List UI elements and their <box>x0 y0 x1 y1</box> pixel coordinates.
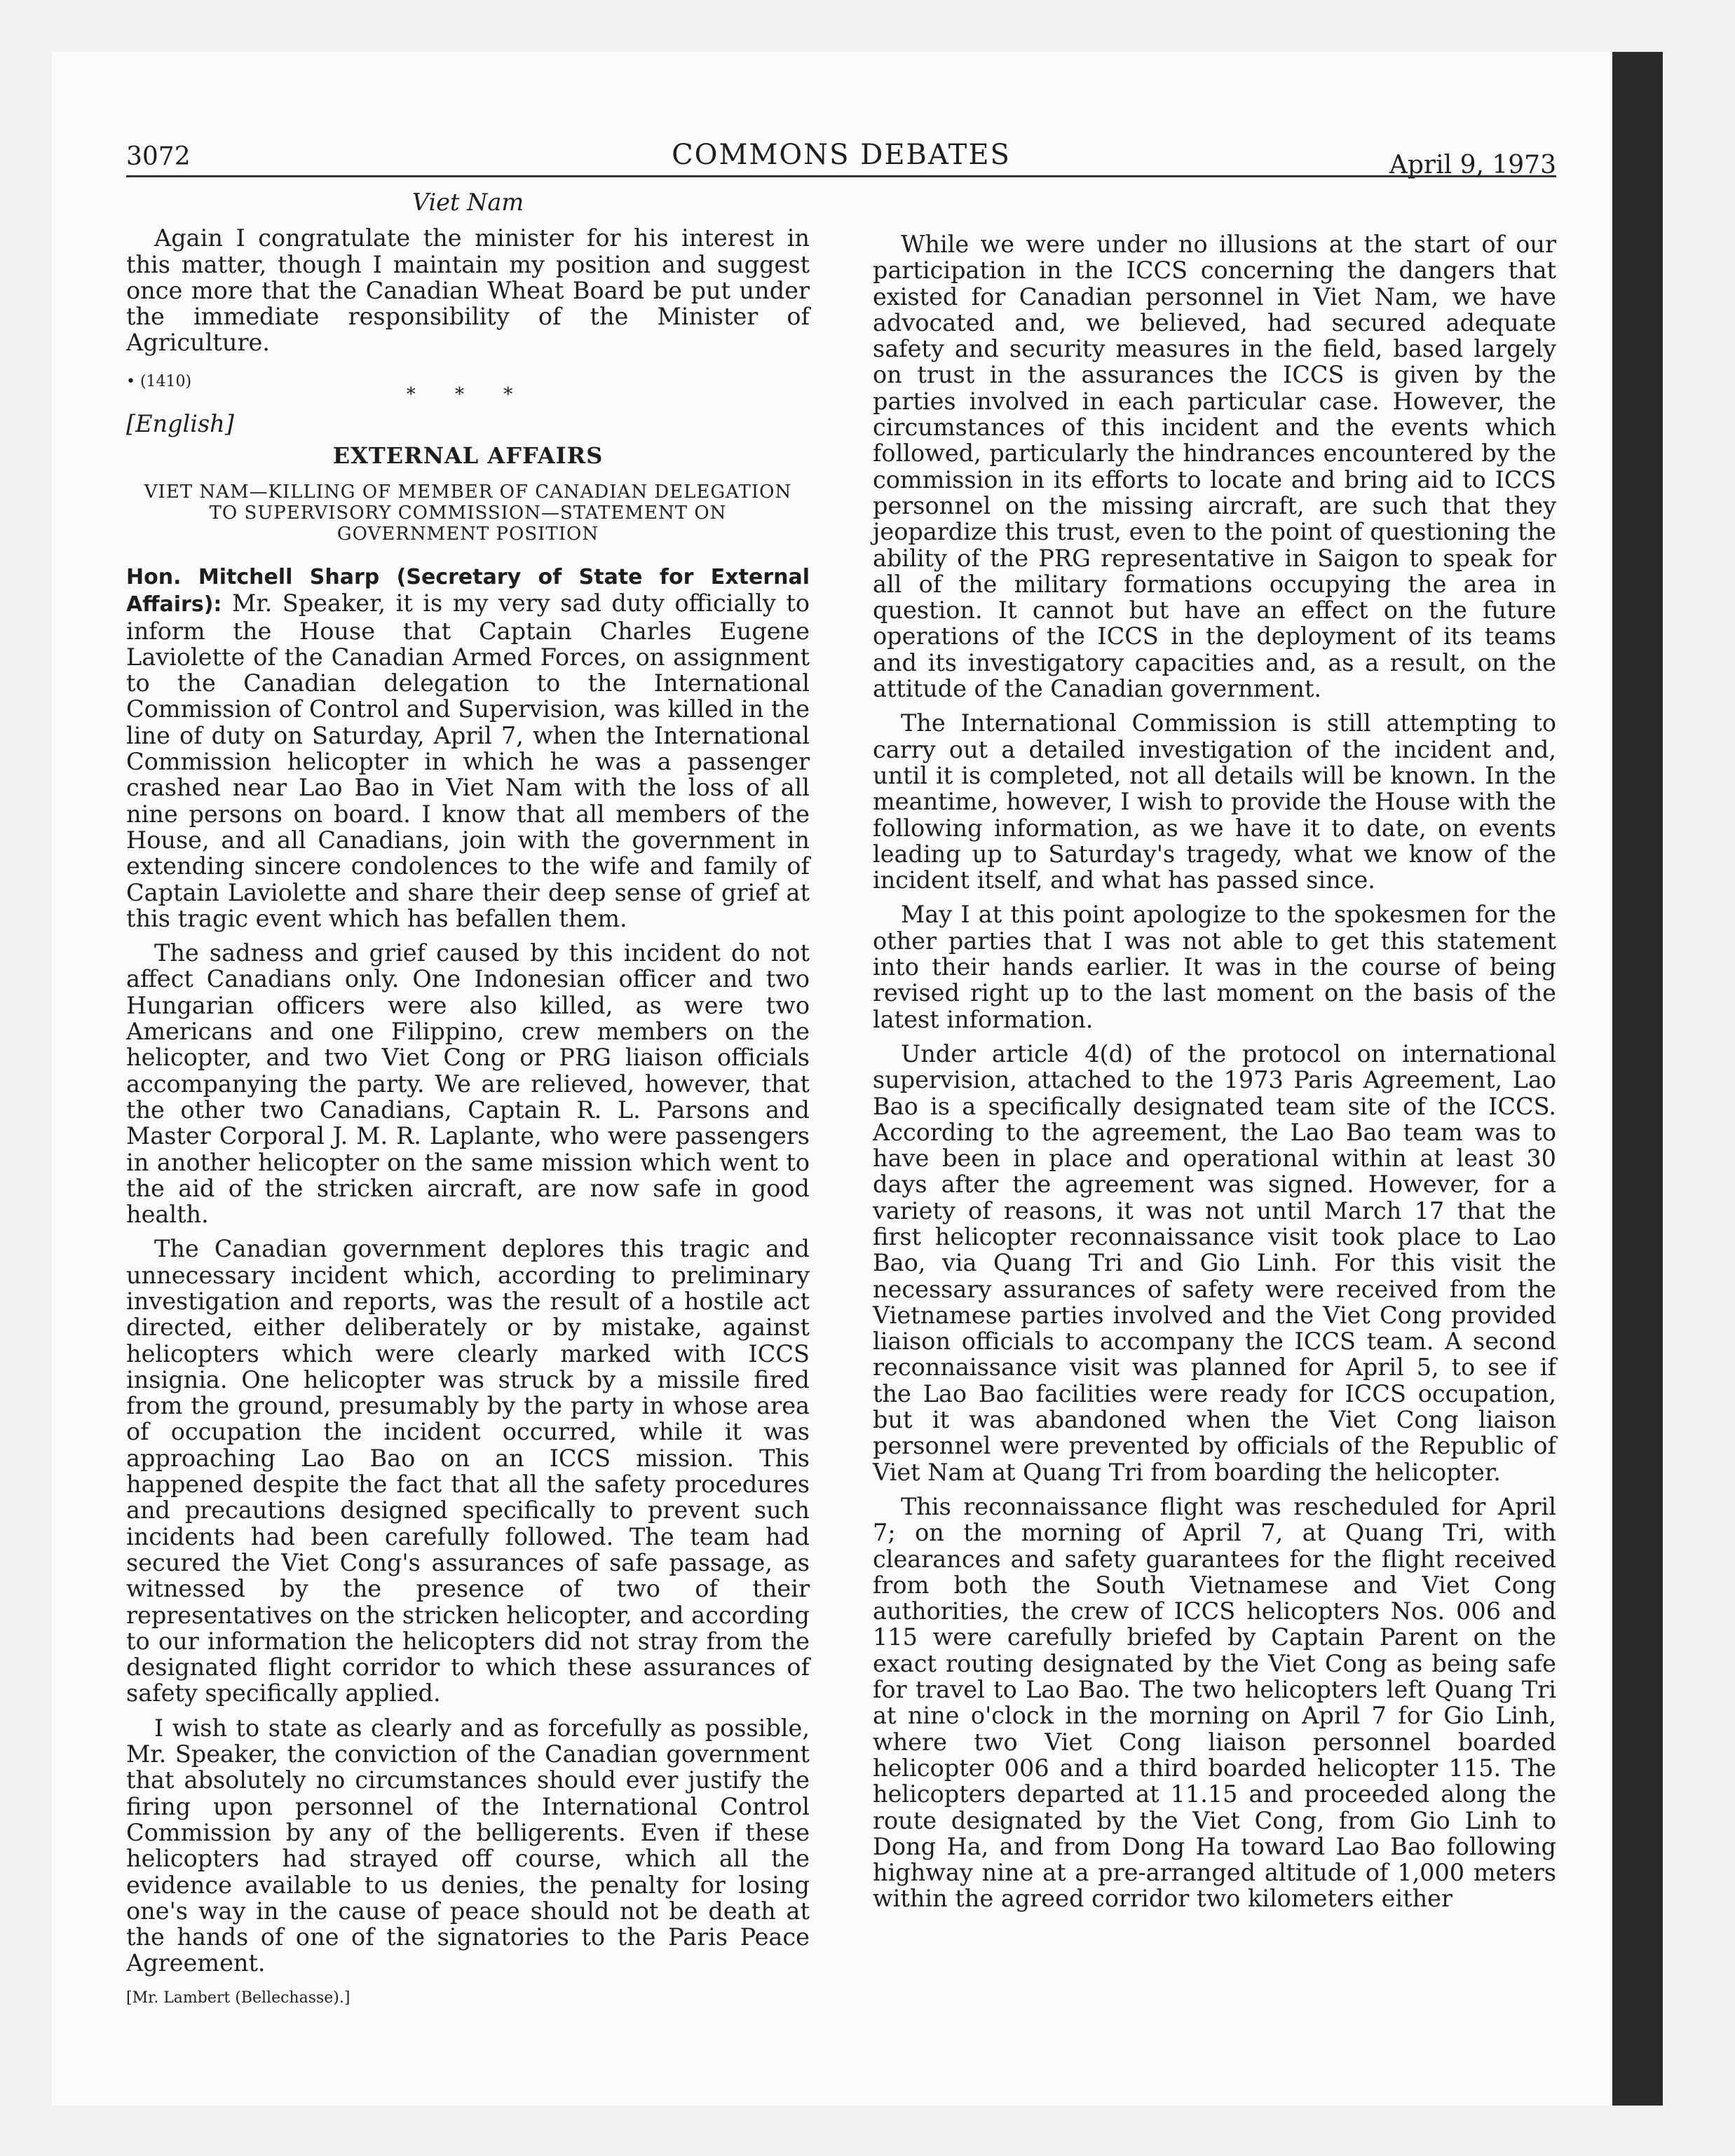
paragraph: The Canadian government deplores this tragic and unnecessary incident which, according to preliminary investigation and reports, was the result of a hostile act directed, either deliberately or by mistake, against helicopters which were clearly marked with ICCS insignia. One helicopter was struck by a missile fired from the ground, presumably by the party in whose area of occupation the incident occurred, while it was approaching Lao Bao on an ICCS mission. This happened despite the fact that all the safety procedures and precautions designed specifically to prevent such incidents had been carefully followed. The team had secured the Viet Cong's assurances of safe passage, as witnessed by the presence of two of their representatives on the stricken helicopter, and according to our information the helicopters did not stray from the designated flight corridor to which these assurances of safety specifically applied. <box>126 1235 810 1707</box>
paragraph: While we were under no illusions at the start of our participation in the ICCS concerning the dangers that existed for Canadian personnel in Viet Nam, we have advocated and, we believed, had secured adequate safety and security measures in the field, based largely on trust in the assurances the ICCS is given by the parties involved in each particular case. However, the circumstances of this incident and the events which followed, particularly the hindrances encountered by the commission in its efforts to locate and bring aid to ICCS personnel on the missing aircraft, are such that they jeopardize this trust, even to the point of questioning the ability of the PRG representative in Saigon to speak for all of the military formations occupying the area in question. It cannot but have an effect on the future operations of the ICCS in the deployment of its teams and its investigatory capacities and, as a result, on the attitude of the Canadian government. <box>873 231 1556 703</box>
running-header <box>126 133 1556 177</box>
section-heading: EXTERNAL AFFAIRS <box>332 442 604 469</box>
page-number: 3072 <box>126 142 191 171</box>
footnote: [Mr. Lambert (Bellechasse).] <box>126 1988 351 2007</box>
left-column <box>126 189 810 2007</box>
subject-heading: Viet Nam <box>411 189 524 216</box>
scan-edge-bar <box>1612 52 1663 2106</box>
time-marker: • (1410) <box>126 372 192 390</box>
paragraph: Again I congratulate the minister for his interest in this matter, though I maintain my position and suggest once more that the Canadian Wheat Board be put under the immediate responsibility of the Minister of Agriculture. <box>126 224 810 357</box>
paragraph-text: Mr. Speaker, it is my very sad duty officially to inform the House that Captain Charles Eugene Laviolette of the Canadian Armed Forces, on assignment to the Canadian delegation to the International Commission of Control and Supervision, was killed in the line of duty on Saturday, April 7, when the International Commission helicopter in which he was a passenger crashed near Lao Bao in Viet Nam with the loss of all nine persons on board. I know that all members of the House, and all Canadians, join with the government in extending sincere condolences to the wife and family of Captain Laviolette and share their deep sense of grief at this tragic event which has befallen them. <box>126 589 810 932</box>
paragraph: May I at this point apologize to the spokesmen for the other parties that I was not able to get this statement into their hands earlier. It was in the course of being revised right up to the last moment on the basis of the latest information. <box>873 901 1556 1033</box>
speaker-name: Hon. Mitchell Sharp (Secretary of State for External Affairs): <box>126 564 810 618</box>
right-column <box>873 231 1556 1963</box>
speaker-paragraph <box>126 563 810 932</box>
issue-date: April 9, 1973 <box>1389 151 1556 179</box>
language-tag: [English] <box>126 410 234 438</box>
paragraph: The International Commission is still attempting to carry out a detailed investigation of the incident and, until it is completed, not all details will be known. In the meantime, however, I wish to provide the House with the following information, as we have it to date, on events leading up to Saturday's tragedy, what we know of the incident itself, and what has passed since. <box>873 709 1556 894</box>
paragraph: The sadness and grief caused by this incident do not affect Canadians only. One Indonesian officer and two Hungarian officers were also killed, as were two Americans and one Filippino, crew members on the helicopter, and two Viet Cong or PRG liaison officials accompanying the party. We are relieved, however, that the other two Canadians, Captain R. L. Parsons and Master Corporal J. M. R. Laplante, who were passengers in another helicopter on the same mission which went to the aid of the stricken aircraft, are now safe in good health. <box>126 939 810 1229</box>
paragraph: This reconnaissance flight was rescheduled for April 7; on the morning of April 7, at Quang Tri, with clearances and safety guarantees for the flight received from both the South Vietnamese and Viet Cong authorities, the crew of ICCS helicopters Nos. 006 and 115 were carefully briefed by Captain Parent on the exact routing designated by the Viet Cong as being safe for travel to Lao Bao. The two helicopters left Quang Tri at nine o'clock in the morning on April 7 for Gio Linh, where two Viet Cong liaison personnel boarded helicopter 006 and a third boarded helicopter 115. The helicopters departed at 11.15 and proceeded along the route designated by the Viet Cong, from Gio Linh to Dong Ha, and from Dong Ha toward Lao Bao following highway nine at a pre-arranged altitude of 1,000 meters within the agreed corridor two kilometers either <box>873 1492 1556 1913</box>
publication-title: COMMONS DEBATES <box>672 139 1011 171</box>
section-separator: * * * <box>406 384 530 406</box>
paragraph: Under article 4(d) of the protocol on international supervision, attached to the 1973 Paris Agreement, Lao Bao is a specifically designated team site of the ICCS. According to the agreement, the Lao Bao team was to have been in place and operational within at least 30 days after the agreement was signed. However, for a variety of reasons, it was not until March 17 that the first helicopter reconnaissance visit took place to Lao Bao, via Quang Tri and Gio Linh. For this visit the necessary assurances of safety were received from the Vietnamese parties involved and the Viet Cong provided liaison officials to accompany the ICCS team. A second reconnaissance visit was planned for April 5, to see if the Lao Bao facilities were ready for ICCS occupation, but it was abandoned when the Viet Cong liaison personnel were prevented by officials of the Republic of Viet Nam at Quang Tri from boarding the helicopter. <box>873 1039 1556 1486</box>
paragraph: I wish to state as clearly and as forcefully as possible, Mr. Speaker, the conviction of the Canadian government that absolutely no circumstances should ever justify the firing upon personnel of the International Control Commission by any of the belligerents. Even if these helicopters had strayed off course, which all the evidence available to us denies, the penalty for losing one's way in the cause of peace should not be death at the hands of one of the signatories to the Paris Peace Agreement. <box>126 1714 810 1977</box>
rubric-heading: VIET NAM—KILLING OF MEMBER OF CANADIAN DELEGATION TO SUPERVISORY COMMISSION—STATEMENT ON GOVERNMENT POSITION <box>144 481 792 545</box>
